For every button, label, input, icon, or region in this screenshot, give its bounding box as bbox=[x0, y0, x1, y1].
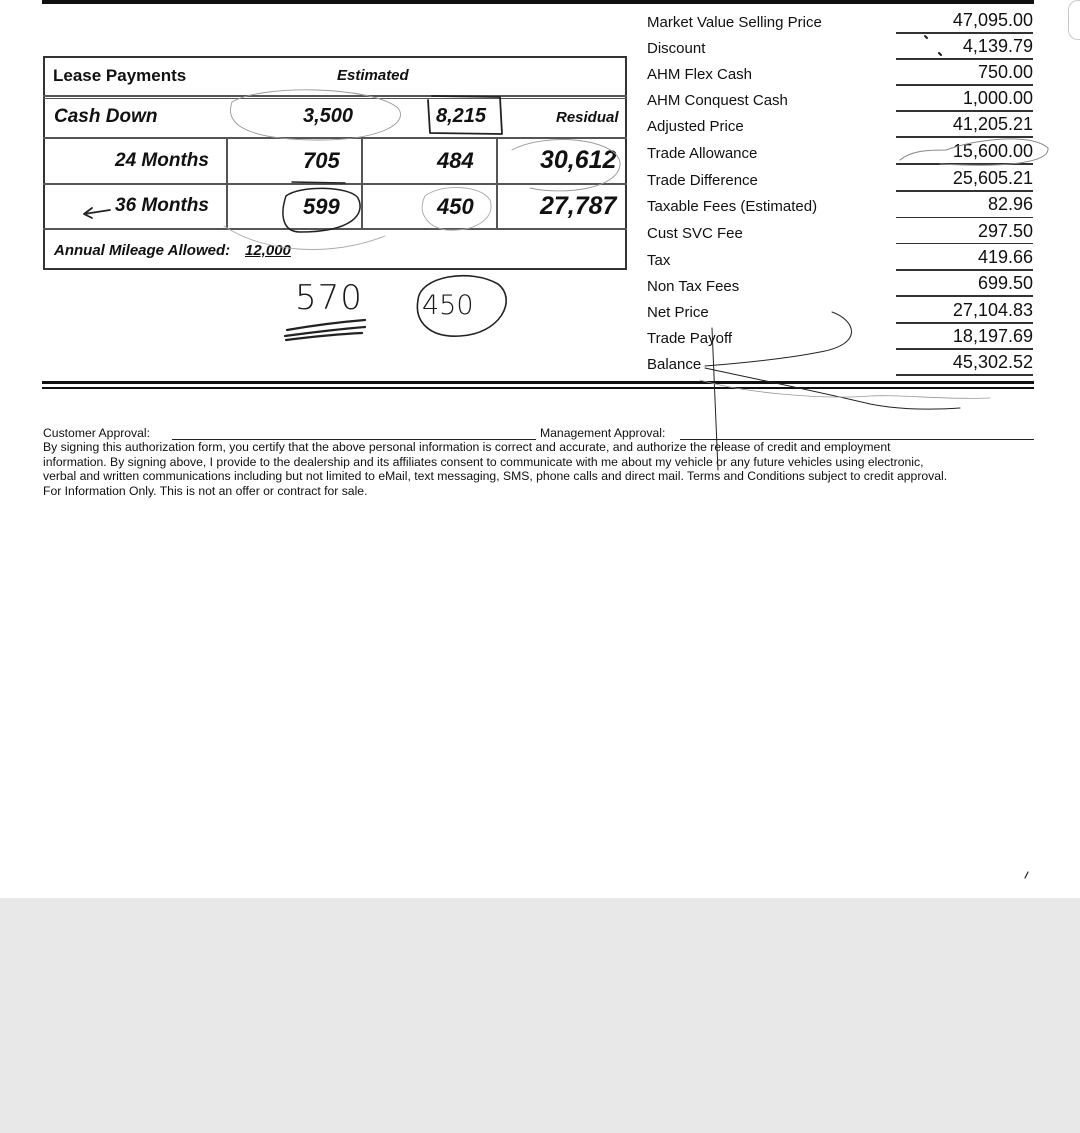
label-market-value: Market Value Selling Price bbox=[647, 14, 822, 31]
table-divider bbox=[43, 137, 627, 139]
label-trade-allowance: Trade Allowance bbox=[647, 145, 758, 162]
table-divider bbox=[43, 228, 627, 230]
label-tax: Tax bbox=[647, 252, 671, 269]
blank-backdrop bbox=[0, 898, 1080, 1133]
cash-down-value-2: 8,215 bbox=[436, 105, 487, 127]
customer-approval-label: Customer Approval: bbox=[43, 426, 151, 440]
label-taxable-fees: Taxable Fees (Estimated) bbox=[647, 198, 818, 215]
value-underline bbox=[896, 243, 1033, 244]
label-net-price: Net Price bbox=[647, 304, 709, 321]
residual-24: 30,612 bbox=[540, 146, 617, 174]
term-24-label: 24 Months bbox=[115, 150, 209, 171]
label-trade-payoff: Trade Payoff bbox=[647, 330, 733, 347]
table-divider bbox=[496, 137, 498, 228]
value-underline bbox=[896, 58, 1033, 60]
payment-36-2: 450 bbox=[437, 194, 474, 219]
disclaimer-line: verbal and written communications including but not limited to eMail, text messaging, SMS, phone calls and direct mail. Terms and Conditions subject to credit approval. bbox=[43, 469, 948, 483]
value-conquest-cash: 1,000.00 bbox=[962, 88, 1033, 108]
label-conquest-cash: AHM Conquest Cash bbox=[647, 92, 788, 109]
table-divider bbox=[43, 98, 627, 99]
disclaimer-line: By signing this authorization form, you certify that the above personal information is correct and accurate, and authorize the release of credit and employment bbox=[43, 440, 891, 454]
management-approval-label: Management Approval: bbox=[540, 426, 666, 440]
residual-label: Residual bbox=[556, 109, 619, 126]
value-adjusted-price: 41,205.21 bbox=[952, 114, 1033, 134]
value-underline bbox=[896, 374, 1033, 376]
value-trade-difference: 25,605.21 bbox=[952, 168, 1033, 188]
residual-36: 27,787 bbox=[540, 192, 617, 220]
value-balance: 45,302.52 bbox=[952, 352, 1033, 372]
table-divider bbox=[226, 137, 228, 228]
pen-stray-mark bbox=[1025, 872, 1028, 878]
value-non-tax-fees: 699.50 bbox=[977, 273, 1033, 293]
value-flex-cash: 750.00 bbox=[977, 62, 1033, 82]
label-non-tax-fees: Non Tax Fees bbox=[647, 278, 740, 295]
mileage-label: Annual Mileage Allowed: bbox=[54, 242, 231, 259]
value-underline bbox=[896, 32, 1033, 34]
value-trade-allowance: 15,600.00 bbox=[952, 141, 1033, 161]
value-underline bbox=[896, 163, 1033, 165]
label-discount: Discount bbox=[647, 40, 706, 57]
table-divider bbox=[43, 95, 627, 97]
disclaimer-line: information. By signing above, I provide to the dealership and its affiliates consent to communicate with me about my vehicle or any future vehicles using electronic, bbox=[43, 455, 924, 469]
value-cust-svc-fee: 297.50 bbox=[977, 221, 1033, 241]
section-rule bbox=[42, 387, 1034, 389]
label-balance: Balance bbox=[647, 356, 702, 373]
value-underline bbox=[896, 295, 1033, 297]
value-taxable-fees: 82.96 bbox=[987, 194, 1033, 214]
label-flex-cash: AHM Flex Cash bbox=[647, 66, 753, 83]
value-underline bbox=[896, 190, 1033, 192]
disclaimer-line: For Information Only. This is not an offer or contract for sale. bbox=[43, 484, 368, 498]
pen-scribble-570 bbox=[285, 320, 365, 340]
scroll-tab[interactable] bbox=[1068, 0, 1080, 40]
value-underline bbox=[896, 269, 1033, 271]
top-rule bbox=[42, 0, 1034, 4]
cash-down-value-1: 3,500 bbox=[303, 105, 354, 127]
pen-dot-discount bbox=[939, 53, 941, 55]
table-divider bbox=[43, 183, 627, 185]
value-market-value: 47,095.00 bbox=[952, 10, 1033, 30]
value-tax: 419.66 bbox=[977, 247, 1033, 267]
term-36-label: 36 Months bbox=[115, 195, 209, 216]
value-underline bbox=[896, 110, 1033, 112]
value-underline bbox=[896, 348, 1033, 350]
handwritten-note-450: 450 bbox=[422, 290, 474, 321]
value-underline bbox=[896, 136, 1033, 138]
section-rule bbox=[42, 381, 1034, 384]
pen-tick-discount bbox=[925, 36, 927, 38]
value-discount: 4,139.79 bbox=[962, 36, 1033, 56]
value-trade-payoff: 18,197.69 bbox=[952, 326, 1033, 346]
value-net-price: 27,104.83 bbox=[952, 300, 1033, 320]
value-underline bbox=[896, 84, 1033, 86]
payment-36-1: 599 bbox=[303, 194, 340, 219]
label-cust-svc-fee: Cust SVC Fee bbox=[647, 225, 743, 242]
table-divider bbox=[361, 137, 363, 228]
value-underline bbox=[896, 217, 1033, 218]
cash-down-label: Cash Down bbox=[54, 106, 158, 127]
mileage-value: 12,000 bbox=[245, 242, 291, 259]
estimated-label: Estimated bbox=[337, 67, 409, 84]
label-trade-difference: Trade Difference bbox=[647, 172, 758, 189]
handwritten-note-570: 570 bbox=[295, 278, 363, 318]
label-adjusted-price: Adjusted Price bbox=[647, 118, 744, 135]
lease-payments-title: Lease Payments bbox=[53, 66, 187, 85]
payment-24-2: 484 bbox=[437, 148, 474, 173]
payment-24-1: 705 bbox=[303, 148, 340, 173]
value-underline bbox=[896, 322, 1033, 324]
